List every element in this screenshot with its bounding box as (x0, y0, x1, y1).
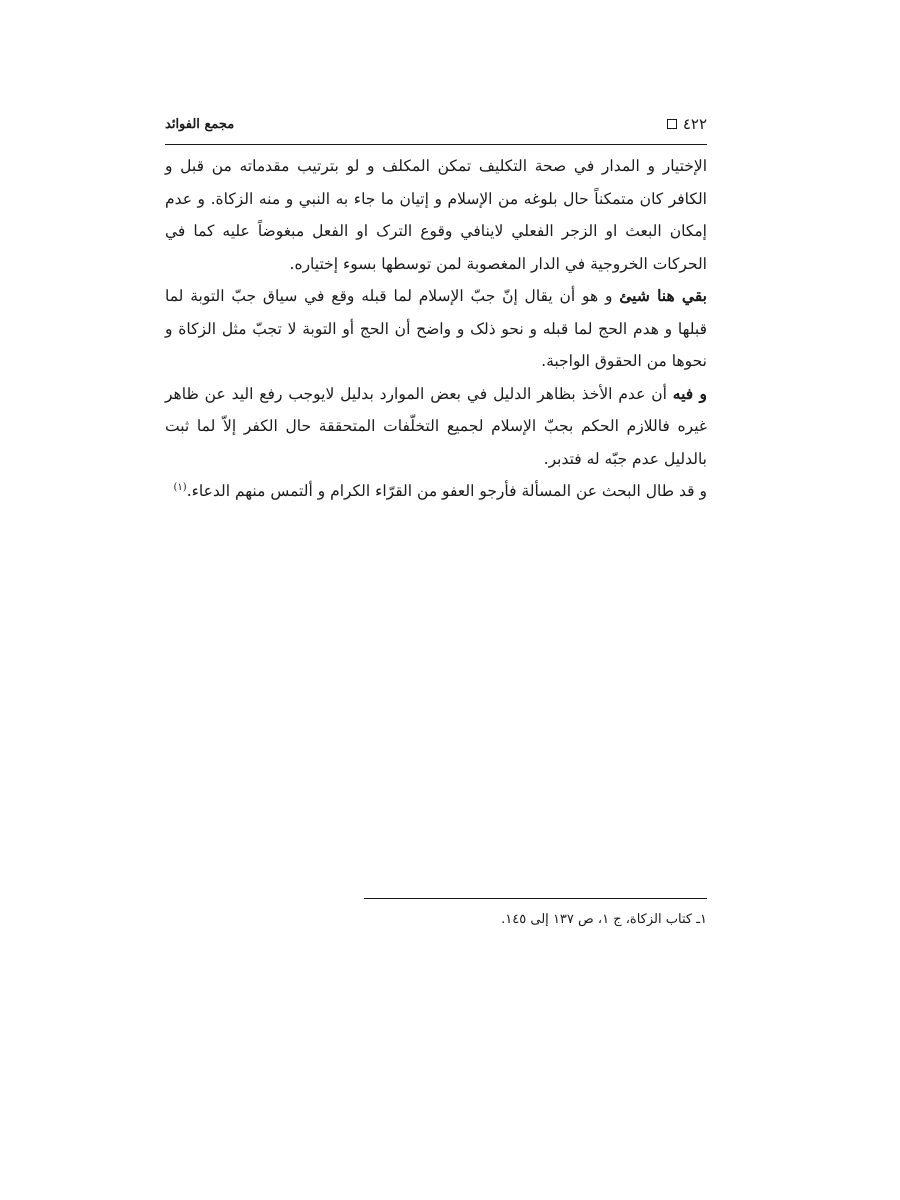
main-text (165, 150, 707, 508)
header-divider (165, 144, 707, 145)
paragraph-2-text: و هو أن يقال إنّ جبّ الإسلام لما قبله وقع في سياق جبّ التوبة لما قبلها و هدم الحج لما قبله و نحو ذلک و واضح أن الحج أو التوبة لا تجبّ مثل الزکاة و نحوها من الحقوق الواجبة. (165, 287, 707, 370)
footnote-reference[interactable]: (١) (173, 481, 187, 493)
footnote: ١ـ كتاب الزكاة، ج ١، ص ١٣٧ إلى ١٤٥. (501, 912, 707, 927)
paragraph-2-lead: بقي هنا شيئ (619, 286, 707, 305)
page-header (165, 112, 707, 136)
page-number: ٤٢٢ (682, 115, 707, 133)
paragraph-4 (165, 475, 707, 508)
paragraph-3-text: أن عدم الأخذ بظاهر الدليل في بعض الموارد بدليل لايوجب رفع اليد عن ظاهر غيره فاللازم الحکم بجبّ الإسلام لجميع التخلّفات المتحققة حال الکفر إلاّ لما ثبت بالدليل عدم جبّه له فتدبر. (165, 384, 707, 468)
square-icon (667, 119, 677, 129)
page-number-block (667, 115, 707, 133)
running-title: مجمع الفوائد (165, 116, 235, 132)
paragraph-4-text: و قد طال البحث عن المسألة فأرجو العفو من القرّاء الكرام و ألتمس منهم الدعاء. (186, 482, 707, 500)
paragraph-1-text: الإختيار و المدار في صحة التكليف تمكن المكلف و لو بترتيب مقدماته من قبل و الكافر كان متمكناً حال بلوغه من الإسلام و إتيان ما جاء به النبي و منه الزكاة. و عدم إمكان البعث او الزجر الفعلي لاينافي وقوع الترک او الفعل مبغوضاً عليه کما في الحرکات الخروجية في الدار المغصوبة لمن توسطها بسوء إختياره. (165, 157, 707, 273)
paragraph-2 (165, 280, 707, 378)
paragraph-1 (165, 150, 707, 280)
footnote-divider (364, 898, 707, 899)
paragraph-3-lead: و فيه (672, 383, 707, 403)
paragraph-3 (165, 378, 707, 476)
